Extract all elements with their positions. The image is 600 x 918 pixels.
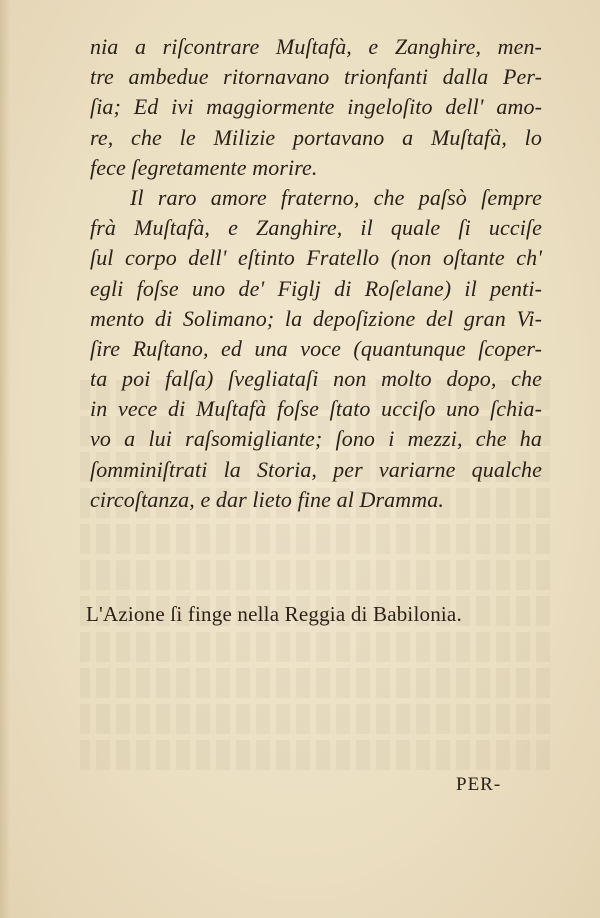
text-line: tre ambedue ritornavano trionfanti dalla Per-	[90, 64, 542, 90]
text-line: fece ſegretamente morire.	[90, 154, 318, 180]
text-line: frà Muſtafà, e Zanghire, il quale ſi ucciſe	[90, 215, 542, 241]
text-line: Il raro amore fraterno, che paſsò ſempre	[130, 184, 542, 210]
text-line: egli foſse uno de' Figlj di Roſelane) il penti-	[90, 275, 542, 301]
text-line: ſia; Ed ivi maggiormente ingeloſito dell' amo-	[90, 94, 542, 120]
text-line: ta poi falſa) ſvegliataſi non molto dopo, che	[90, 366, 542, 392]
text-line: circoſtanza, e dar lieto fine al Dramma.	[90, 486, 444, 512]
text-line: nia a riſcontrare Muſtafà, e Zanghire, men-	[90, 34, 542, 59]
text-line: ſomminiſtrati la Storia, per variarne qualche	[90, 456, 542, 482]
page-gutter-shadow	[0, 0, 10, 918]
text-line: in vece di Muſtafà foſse ſtato ucciſo uno ſchia-	[90, 396, 542, 422]
body-text	[90, 32, 542, 515]
setting-line: L'Azione ſi finge nella Reggia di Babilonia.	[86, 602, 462, 626]
text-line: ſul corpo dell' eſtinto Fratello (non oſtante ch'	[90, 245, 542, 271]
text-line: re, che le Milizie portavano a Muſtafà, lo	[90, 124, 542, 150]
text-line: mento di Solimano; la depoſizione del gran Vi-	[90, 305, 542, 331]
catchword: PER-	[456, 774, 502, 795]
text-line: vo a lui raſsomigliante; ſono i mezzi, che ha	[90, 426, 542, 452]
text-line: ſire Ruſtano, ed una voce (quantunque ſcoper-	[90, 335, 542, 361]
